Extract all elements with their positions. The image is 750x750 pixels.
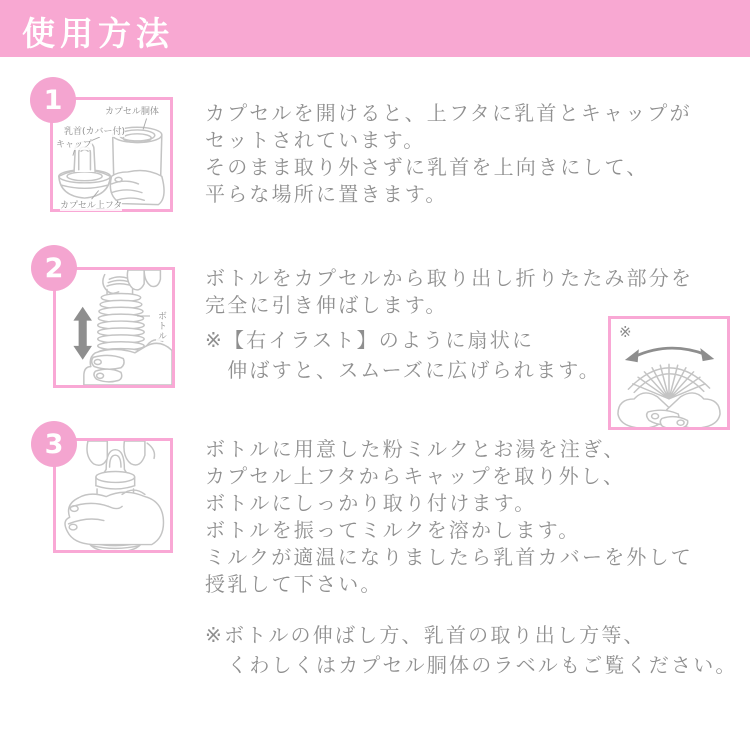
step-1-line: セットされています。 (205, 128, 426, 152)
label-capsule-lid: カプセル上フタ (60, 201, 123, 211)
label-bottle: ボトル (156, 311, 166, 341)
step-2-number: 2 (44, 252, 64, 284)
footnote-line: ※ボトルの伸ばし方、乳首の取り出し方等、 (205, 623, 646, 647)
step-2-note (205, 325, 601, 385)
step-2-line: ボトルをカプセルから取り出し折りたたみ部分を (205, 266, 694, 290)
step-3-number: 3 (44, 428, 64, 460)
label-nipple: 乳首(カバー付) (64, 127, 126, 137)
step-3-line: ミルクが適温になりましたら乳首カバーを外して (205, 545, 693, 569)
step-3-line: ボトルに用意した粉ミルクとお湯を注ぎ、 (205, 437, 626, 461)
step-1-line: そのまま取り外さずに乳首を上向きにして、 (205, 155, 649, 179)
step-2-illustration-box (53, 267, 175, 388)
step-2-note-line: ※【右イラスト】のように扇状に (205, 328, 535, 352)
page-header (0, 0, 750, 57)
page-title: 使用方法 (22, 14, 174, 53)
step-3-line: ボトルにしっかり取り付けます。 (205, 491, 537, 515)
step-3-line: カプセル上フタからキャップを取り外し、 (205, 464, 626, 488)
step-2-instructions (205, 265, 693, 319)
step-2-number-badge (31, 245, 77, 291)
step-2-note-line: 伸ばすと、スムーズに広げられます。 (205, 358, 601, 382)
step-3-line: 授乳して下さい。 (205, 572, 383, 596)
assemble-bottle-illustration (56, 441, 170, 550)
step-3-line: ボトルを振ってミルクを溶かします。 (205, 518, 581, 542)
fan-stretch-illustration-box (608, 316, 730, 430)
step-1-line: カプセルを開けると、上フタに乳首とキャップが (205, 101, 692, 125)
step-3-number-badge (31, 421, 77, 467)
footnote (205, 620, 738, 680)
step-1-number-badge (30, 77, 76, 123)
step-1-number: 1 (43, 84, 63, 116)
step-2-line: 完全に引き伸ばします。 (205, 293, 448, 317)
step-1-line: 平らな場所に置きます。 (205, 182, 448, 206)
side-box-kome-mark: ※ (619, 323, 632, 341)
stretch-bottle-illustration (56, 270, 172, 385)
label-capsule-body: カプセル胴体 (105, 107, 159, 117)
step-3-instructions (205, 436, 693, 598)
footnote-line: くわしくはカプセル胴体のラベルもご覧ください。 (205, 653, 738, 677)
step-1-instructions (205, 100, 692, 208)
label-cap: キャップ (56, 140, 93, 150)
